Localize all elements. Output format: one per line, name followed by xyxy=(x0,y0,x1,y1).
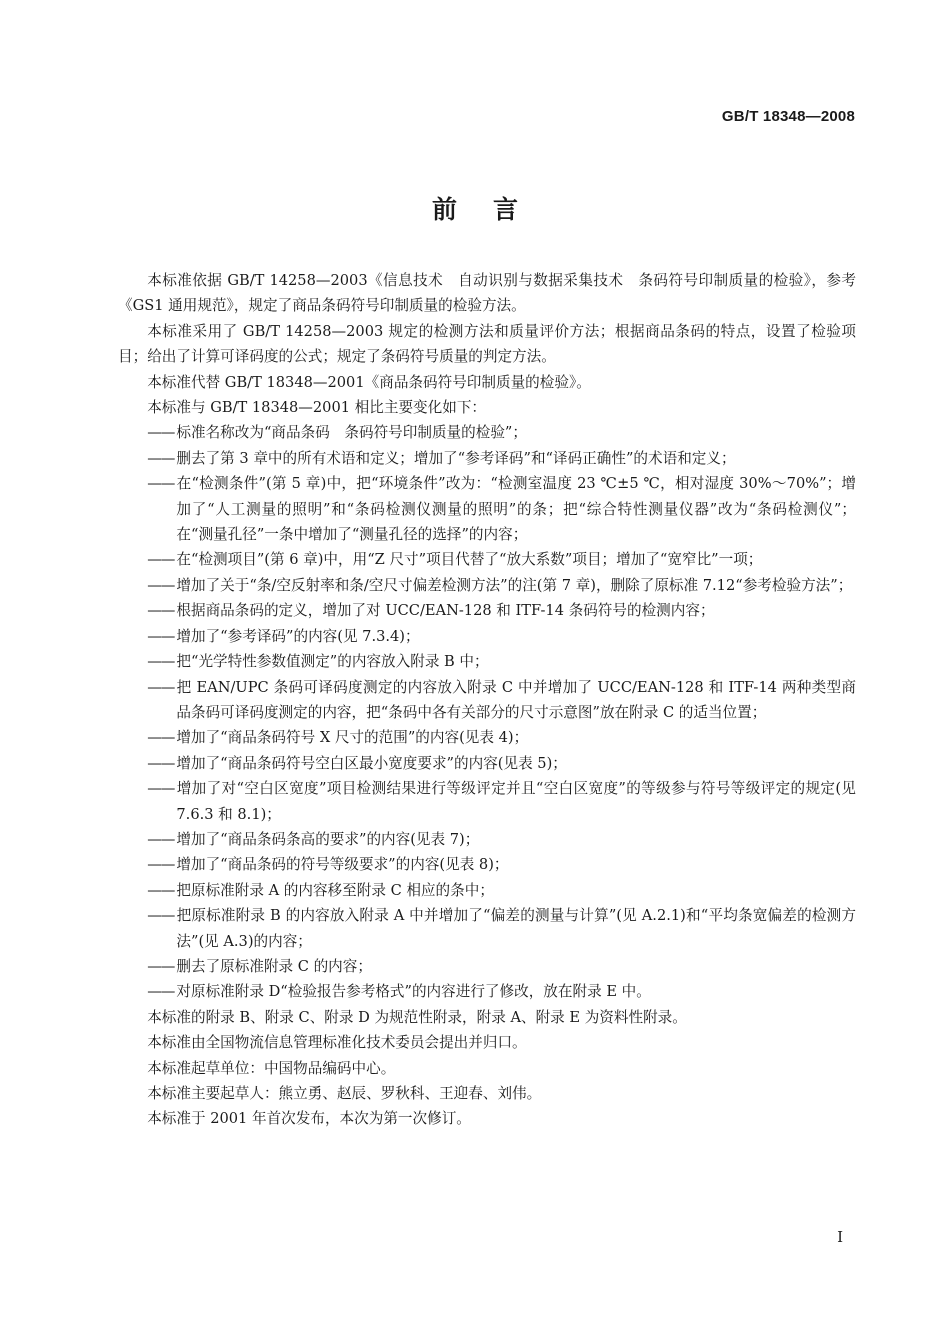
list-item xyxy=(118,903,856,954)
dash-marker: —— xyxy=(147,475,175,493)
list-item-text: 增加了“参考译码”的内容(见 7.3.4)； xyxy=(176,627,420,645)
list-item-text: 增加了“商品条码符号空白区最小宽度要求”的内容(见表 5)； xyxy=(176,754,567,772)
dash-marker: —— xyxy=(147,983,175,1001)
list-item xyxy=(118,954,856,979)
dash-marker: —— xyxy=(147,449,175,467)
list-item xyxy=(118,675,856,726)
dash-marker: —— xyxy=(147,780,175,798)
dash-marker: —— xyxy=(147,856,175,874)
list-item xyxy=(118,471,856,547)
dash-marker: —— xyxy=(147,678,175,696)
page-title: 前言 xyxy=(431,195,554,224)
dash-marker: —— xyxy=(147,881,175,899)
changes-list xyxy=(118,420,856,1004)
dash-marker: —— xyxy=(147,602,175,620)
dash-marker: —— xyxy=(147,576,175,594)
intro-paragraph: 本标准依据 GB/T 14258—2003《信息技术 自动识别与数据采集技术 条码符号印制质量的检验》，参考《GS1 通用规范》，规定了商品条码符号印制质量的检验方法。 xyxy=(118,272,856,315)
list-item-text: 对原标准附录 D“检验报告参考格式”的内容进行了修改，放在附录 E 中。 xyxy=(176,983,651,1001)
list-item-text: 标准名称改为“商品条码 条码符号印制质量的检验”； xyxy=(176,424,527,442)
dash-marker: —— xyxy=(147,830,175,848)
dash-marker: —— xyxy=(147,754,175,772)
closing-paragraph: 本标准主要起草人：熊立勇、赵辰、罗秋科、王迎春、刘伟。 xyxy=(147,1085,542,1102)
list-item xyxy=(118,624,856,649)
list-item-text: 增加了“商品条码符号 X 尺寸的范围”的内容(见表 4)； xyxy=(176,729,529,747)
closing-paragraph: 本标准的附录 B、附录 C、附录 D 为规范性附录，附录 A、附录 E 为资料性附录。 xyxy=(147,1008,687,1026)
page-number: I xyxy=(837,1228,843,1246)
list-item xyxy=(118,547,856,572)
list-item xyxy=(118,649,856,674)
list-item-text: 删去了第 3 章中的所有术语和定义；增加了“参考译码”和“译码正确性”的术语和定义； xyxy=(176,449,736,467)
list-item xyxy=(118,827,856,852)
intro-paragraph: 本标准采用了 GB/T 14258—2003 规定的检测方法和质量评价方法；根据商品条码的特点，设置了检验项目；给出了计算可译码度的公式；规定了条码符号质量的判定方法。 xyxy=(118,322,856,366)
list-item xyxy=(118,598,856,623)
list-item-text: 把原标准附录 B 的内容放入附录 A 中并增加了“偏差的测量与计算”(见 A.2.1)和“平均条宽偏差的检测方法”(见 A.3)的内容； xyxy=(176,907,856,950)
list-item xyxy=(118,573,856,598)
list-item-text: 把 EAN/UPC 条码可译码度测定的内容放入附录 C 中并增加了 UCC/EAN-128 和 ITF-14 两种类型商品条码可译码度测定的内容，把“条码中各有关部分的尺寸示意图”放在附录 C 的适当位置； xyxy=(176,678,856,721)
list-item xyxy=(118,776,856,827)
dash-marker: —— xyxy=(147,627,175,645)
dash-marker: —— xyxy=(147,957,175,975)
list-item-text: 删去了原标准附录 C 的内容； xyxy=(176,957,372,975)
list-item-text: 把“光学特性参数值测定”的内容放入附录 B 中； xyxy=(176,653,489,671)
intro-paragraph: 本标准代替 GB/T 18348—2001《商品条码符号印制质量的检验》。 xyxy=(147,373,591,391)
standard-number: GB/T 18348—2008 xyxy=(721,108,855,125)
list-item xyxy=(118,878,856,903)
dash-marker: —— xyxy=(147,653,175,671)
list-item-text: 在“检测条件”(第 5 章)中，把“环境条件”改为：“检测室温度 23 ℃±5 ℃，相对湿度 30%～70%”；增加了“人工测量的照明”和“条码检测仪测量的照明”的条；把“综合特性测量仪器”改为“条码检测仪”；在“测量孔径”一条中增加了“测量孔径的选择”的内容； xyxy=(176,475,856,544)
list-item-text: 增加了“商品条码的符号等级要求”的内容(见表 8)； xyxy=(176,856,509,874)
dash-marker: —— xyxy=(147,907,175,925)
list-item xyxy=(118,751,856,776)
list-item xyxy=(118,979,856,1004)
dash-marker: —— xyxy=(147,551,175,569)
list-item-text: 把原标准附录 A 的内容移至附录 C 相应的条中； xyxy=(176,881,494,899)
dash-marker: —— xyxy=(147,424,175,442)
list-item-text: 根据商品条码的定义，增加了对 UCC/EAN-128 和 ITF-14 条码符号的检测内容； xyxy=(176,602,715,620)
foreword-body xyxy=(118,268,856,1132)
list-item-text: 增加了对“空白区宽度”项目检测结果进行等级评定并且“空白区宽度”的等级参与符号等级评定的规定(见 7.6.3 和 8.1)； xyxy=(176,780,856,823)
list-item xyxy=(118,725,856,750)
list-item-text: 在“检测项目”(第 6 章)中，用“Z 尺寸”项目代替了“放大系数”项目；增加了“宽窄比”一项； xyxy=(176,551,763,569)
list-item-text: 增加了“商品条码条高的要求”的内容(见表 7)； xyxy=(176,830,480,848)
list-item xyxy=(118,852,856,877)
closing-paragraph: 本标准起草单位：中国物品编码中心。 xyxy=(147,1059,396,1077)
closing-paragraph: 本标准由全国物流信息管理标准化技术委员会提出并归口。 xyxy=(147,1034,527,1052)
intro-paragraph: 本标准与 GB/T 18348—2001 相比主要变化如下： xyxy=(147,399,487,417)
dash-marker: —— xyxy=(147,729,175,747)
list-item-text: 增加了关于“条/空反射率和条/空尺寸偏差检测方法”的注(第 7 章)，删除了原标准 7.12“参考检验方法”； xyxy=(176,576,853,594)
closing-paragraph: 本标准于 2001 年首次发布，本次为第一次修订。 xyxy=(147,1110,471,1128)
list-item xyxy=(118,420,856,445)
list-item xyxy=(118,446,856,471)
